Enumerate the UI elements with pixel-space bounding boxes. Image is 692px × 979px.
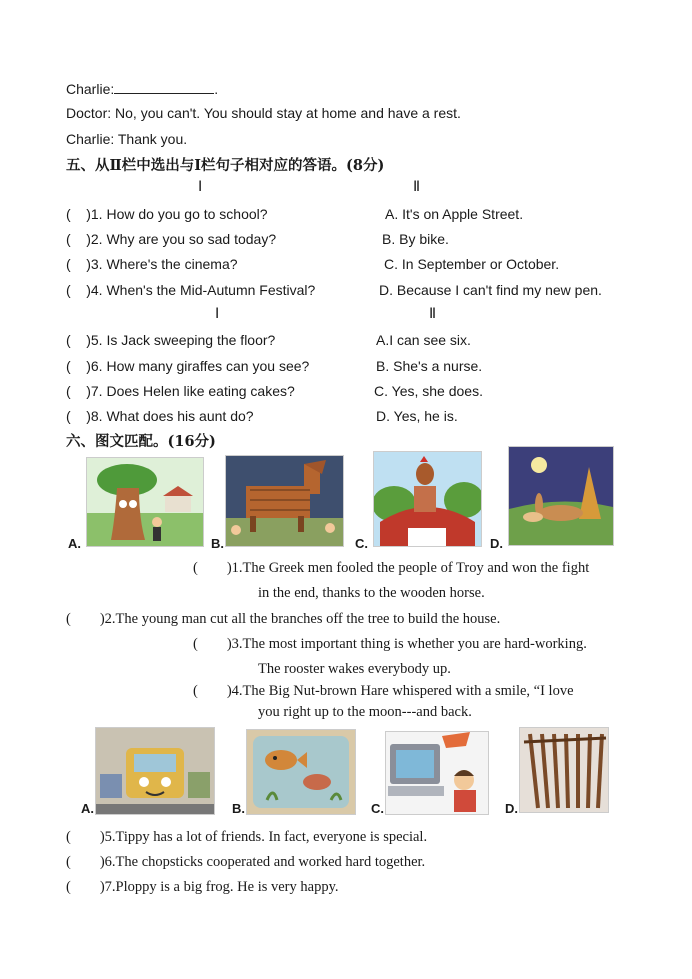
paren: (	[66, 408, 71, 424]
match-sentence-continuation: The rooster wakes everybody up.	[258, 661, 451, 677]
answer-option: A.I can see six.	[376, 332, 471, 348]
match-sentence: ( )6.The chopsticks cooperated and worked hard together.	[66, 854, 426, 870]
question-text: )4. When's the Mid-Autumn Festival?	[70, 282, 316, 298]
column-2-header: Ⅱ	[413, 179, 421, 195]
answer-option: C. Yes, she does.	[374, 383, 483, 399]
computer-boy-picture	[385, 731, 489, 815]
answer-option: C. In September or October.	[384, 256, 560, 272]
question-row	[66, 407, 254, 425]
column-1-header: Ⅰ	[198, 179, 203, 195]
hares-picture	[508, 446, 614, 546]
section5-title: 五、从Ⅱ栏中选出与Ⅰ栏句子相对应的答语。(8分)	[66, 157, 385, 174]
match-sentence: ( )1.The Greek men fooled the people of Troy and won the fight	[193, 560, 590, 576]
chopsticks-picture	[519, 727, 609, 813]
paren: (	[66, 383, 71, 399]
charlie-line	[66, 80, 218, 98]
question-row	[66, 205, 268, 223]
match-sentence: ( )3.The most important thing is whether you are hard-working.	[193, 636, 587, 652]
answer-option: B. She's a nurse.	[376, 358, 483, 374]
picture-label: D.	[505, 801, 518, 816]
match-sentence: ( )5.Tippy has a lot of friends. In fact, everyone is special.	[66, 829, 428, 845]
answer-option: D. Yes, he is.	[376, 408, 458, 424]
picture-label: C.	[355, 536, 368, 551]
charlie-speaker: Charlie:	[66, 81, 115, 97]
charlie-period: .	[214, 81, 219, 97]
question-row	[66, 281, 315, 299]
column-1-header: Ⅰ	[215, 306, 220, 322]
picture-label: B.	[232, 801, 245, 816]
paren: (	[66, 231, 71, 247]
question-text: )3. Where's the cinema?	[70, 256, 238, 272]
question-text: )5. Is Jack sweeping the floor?	[70, 332, 276, 348]
picture-label: C.	[371, 801, 384, 816]
question-text: )2. Why are you so sad today?	[70, 231, 277, 247]
question-row	[66, 357, 309, 375]
match-sentence-continuation: you right up to the moon---and back.	[258, 704, 472, 720]
match-sentence: ( )7.Ploppy is a big frog. He is very happy.	[66, 879, 339, 895]
paren: (	[66, 256, 71, 272]
picture-label: A.	[68, 536, 81, 551]
question-row	[66, 331, 275, 349]
answer-option: D. Because I can't find my new pen.	[379, 282, 602, 298]
picture-label: B.	[211, 536, 224, 551]
column-2-header: Ⅱ	[429, 306, 437, 322]
tree-man-picture	[86, 457, 204, 547]
charlie-thanks-line: Charlie: Thank you.	[66, 131, 188, 147]
paren: (	[66, 206, 71, 222]
question-row	[66, 230, 276, 248]
picture-label: D.	[490, 536, 503, 551]
match-sentence: ( )2.The young man cut all the branches off the tree to build the house.	[66, 611, 501, 627]
question-text: )6. How many giraffes can you see?	[70, 358, 310, 374]
wooden-horse-picture	[225, 455, 344, 547]
question-text: )1. How do you go to school?	[70, 206, 268, 222]
doctor-line: Doctor: No, you can't. You should stay at home and have a rest.	[66, 105, 461, 121]
answer-option: B. By bike.	[382, 231, 449, 247]
cars-picture	[95, 727, 215, 815]
answer-option: A. It's on Apple Street.	[385, 206, 524, 222]
question-text: )7. Does Helen like eating cakes?	[70, 383, 295, 399]
question-row	[66, 255, 238, 273]
answer-blank[interactable]	[114, 80, 214, 94]
section6-title: 六、图文匹配。(16分)	[66, 433, 216, 450]
paren: (	[66, 358, 71, 374]
picture-label: A.	[81, 801, 94, 816]
paren: (	[66, 282, 71, 298]
question-text: )8. What does his aunt do?	[70, 408, 254, 424]
fish-picture	[246, 729, 356, 815]
match-sentence: ( )4.The Big Nut-brown Hare whispered with a smile, “I love	[193, 683, 574, 699]
rooster-picture	[373, 451, 482, 547]
match-sentence-continuation: in the end, thanks to the wooden horse.	[258, 585, 485, 601]
paren: (	[66, 332, 71, 348]
question-row	[66, 382, 295, 400]
